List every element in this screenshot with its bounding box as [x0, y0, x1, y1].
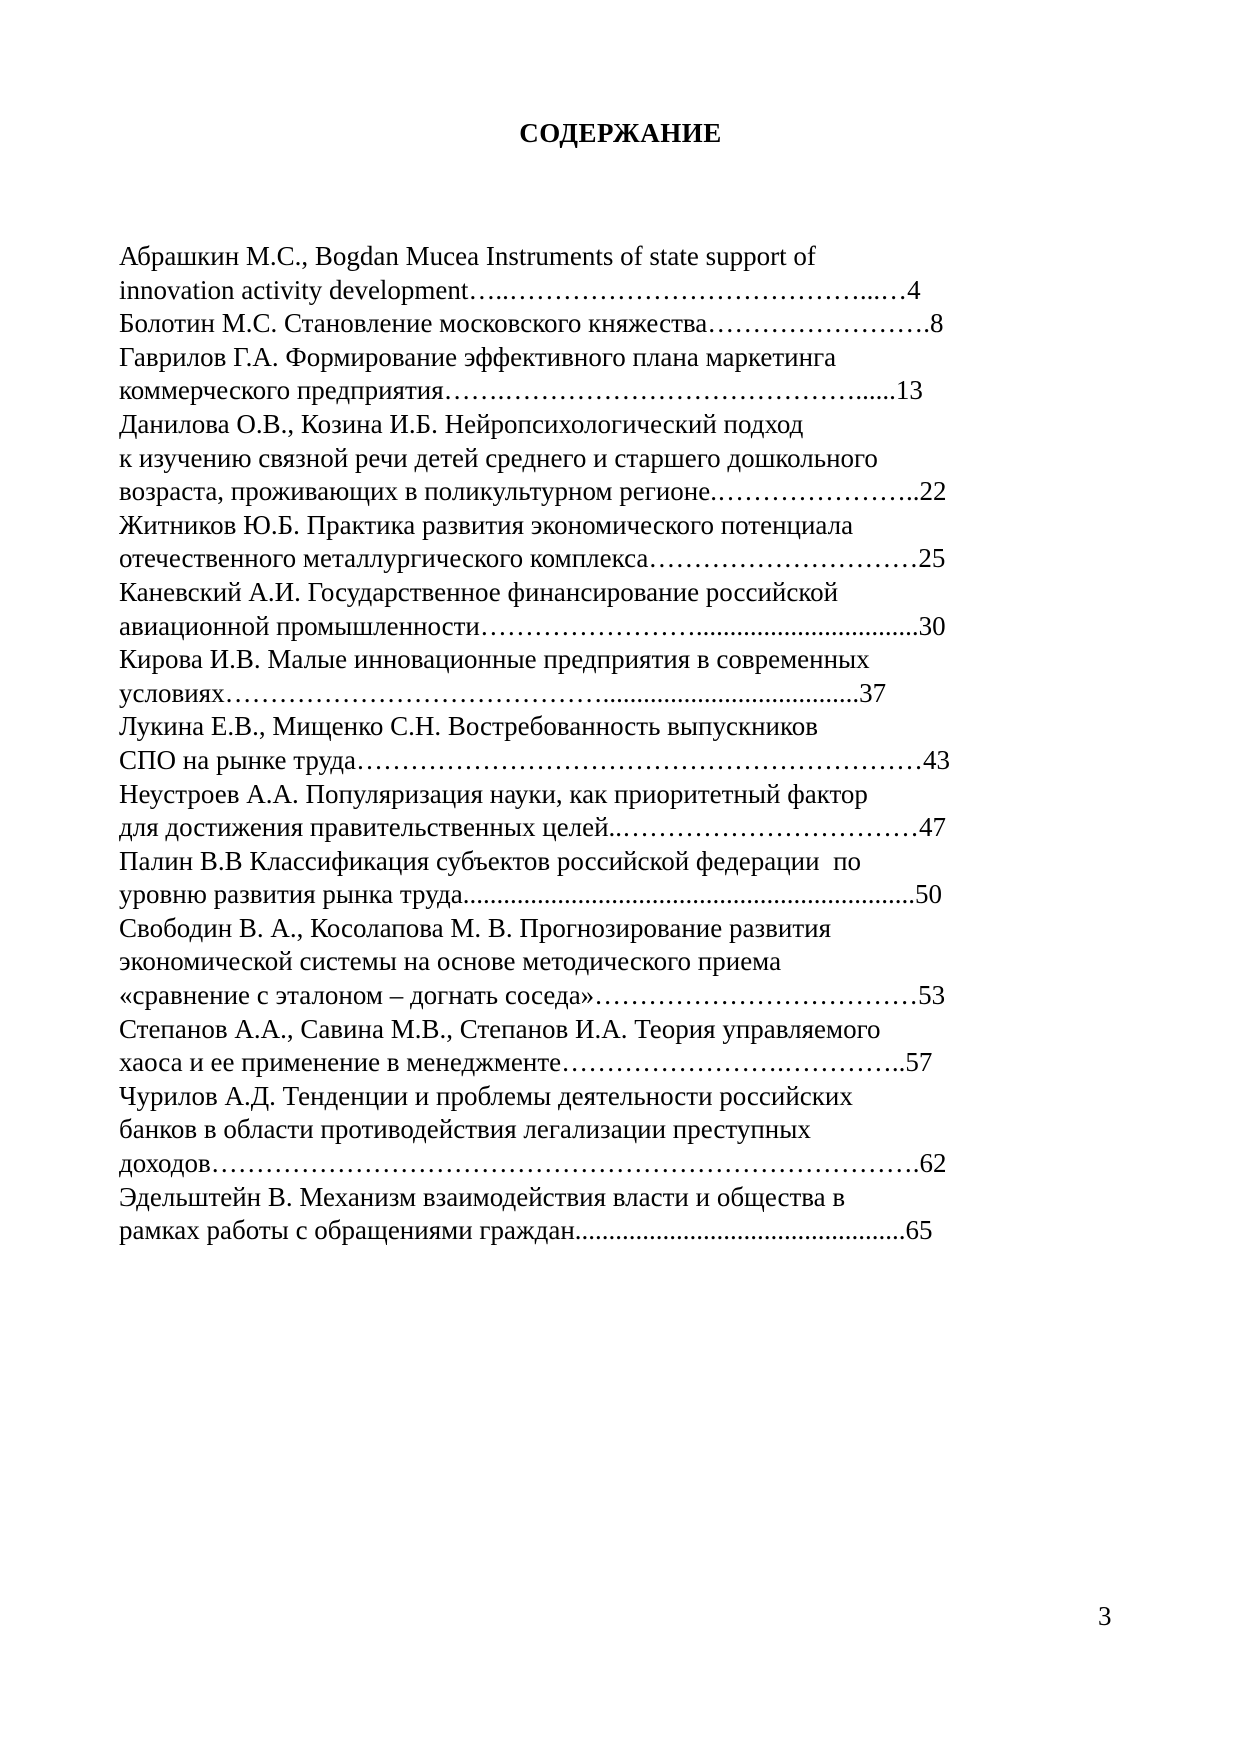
toc-entry [119, 509, 1019, 576]
toc-entry [119, 1181, 1019, 1248]
toc-entry [119, 710, 1019, 777]
toc-entry-line: Болотин М.С. Становление московского княжества…………………….8 [119, 308, 944, 339]
toc-entry-line: уровню развития рынка труда...................................................................50 [119, 879, 942, 910]
toc-entry-line: Житников Ю.Б. Практика развития экономического потенциала [119, 509, 854, 540]
toc-entry-line: innovation activity development…..…………………………………...…4 [119, 274, 921, 305]
toc-entry [119, 408, 1019, 509]
toc-entry-line: Данилова О.В., Козина И.Б. Нейропсихологический подход [119, 408, 804, 439]
toc-entry-line: Каневский А.И. Государственное финансирование российской [119, 576, 839, 607]
toc-entry-line: Неустроев А.А. Популяризация науки, как приоритетный фактор [119, 778, 868, 809]
toc-entry-line: для достижения правительственных целей..……………………………47 [119, 812, 947, 843]
toc-entry-line: Свободин В. А., Косолапова М. В. Прогнозирование развития [119, 912, 831, 943]
toc-entry-line: Палин В.В Классификация субъектов российской федерации по [119, 845, 862, 876]
toc-entry-line: авиационной промышленности…………………….................................30 [119, 610, 946, 641]
toc-entry-line: Степанов А.А., Савина М.В., Степанов И.А. Теория управляемого [119, 1013, 881, 1044]
toc-entry-line: Кирова И.В. Малые инновационные предприятия в современных [119, 644, 870, 675]
toc-entry [119, 912, 1019, 1013]
toc-entry-line: СПО на рынке труда………………………………………………………43 [119, 744, 951, 775]
toc-entry [119, 643, 1019, 710]
toc-entry [119, 307, 1019, 341]
toc-entry-line: Абрашкин М.С., Bogdan Mucea Instruments of state support of [119, 241, 816, 271]
toc-entry-line: отечественного металлургического комплекса…………………………25 [119, 543, 946, 574]
toc-entry-line: Чурилов А.Д. Тенденции и проблемы деятельности российских [119, 1080, 853, 1111]
toc-entry [119, 845, 1019, 912]
toc-entry-line: хаоса и ее применение в менеджменте…………………….…………..57 [119, 1047, 933, 1078]
table-of-contents [119, 240, 1019, 1248]
toc-entry-line: рамках работы с обращениями граждан.................................................65 [119, 1215, 933, 1246]
toc-entry [119, 1080, 1019, 1181]
toc-entry-line: «сравнение с эталоном – догнать соседа»………………………………53 [119, 980, 946, 1011]
toc-entry-line: условиях……………………………………......................................37 [119, 677, 887, 708]
toc-entry-line: Эдельштейн В. Механизм взаимодействия власти и общества в [119, 1181, 846, 1212]
toc-entry-line: Лукина Е.В., Мищенко С.Н. Востребованность выпускников [119, 711, 818, 742]
toc-entry-line: возраста, проживающих в поликультурном регионе.…………………..22 [119, 476, 947, 507]
toc-entry [119, 778, 1019, 845]
toc-entry-line: к изучению связной речи детей среднего и старшего дошкольного [119, 442, 878, 473]
toc-entry [119, 1013, 1019, 1080]
toc-entry-line: банков в области противодействия легализации преступных [119, 1114, 811, 1145]
toc-entry-line: Гаврилов Г.А. Формирование эффективного плана маркетинга [119, 341, 837, 372]
toc-entry-line: коммерческого предприятия…….…………………………………......13 [119, 375, 923, 406]
page-title: СОДЕРЖАНИЕ [519, 118, 722, 148]
toc-entry [119, 576, 1019, 643]
page-number: 3 [1098, 1601, 1112, 1631]
toc-entry [119, 341, 1019, 408]
toc-entry [119, 240, 1019, 307]
toc-entry-line: экономической системы на основе методического приема [119, 946, 782, 977]
toc-entry-line: доходов…………………………………………………………………….62 [119, 1148, 947, 1179]
